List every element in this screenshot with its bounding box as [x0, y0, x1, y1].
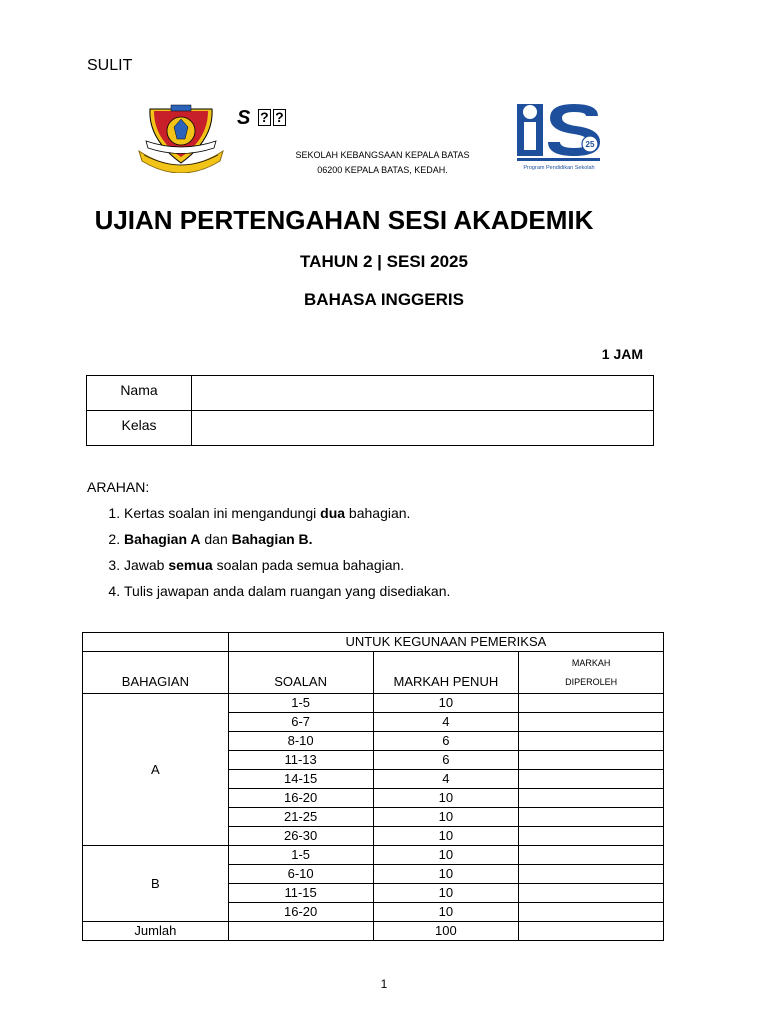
- marks-table-row: [83, 694, 664, 713]
- question-range-cell: 11-15: [228, 884, 373, 903]
- instruction-item: 4. Tulis jawapan anda dalam ruangan yang disediakan.: [124, 579, 450, 605]
- obtained-marks-field[interactable]: [519, 751, 664, 770]
- total-row: [83, 922, 664, 941]
- question-range-cell: 1-5: [228, 694, 373, 713]
- question-range-cell: 16-20: [228, 903, 373, 922]
- logo-s-mark: [237, 107, 286, 130]
- section-label: A: [83, 694, 229, 846]
- full-marks-cell: 4: [373, 713, 519, 732]
- school-address-text: 06200 KEPALA BATAS, KEDAH.: [317, 165, 448, 175]
- instruction-item: 3. Jawab semua soalan pada semua bahagian.: [124, 553, 450, 579]
- examiner-use-header: UNTUK KEGUNAAN PEMERIKSA: [228, 633, 663, 652]
- student-info-table: [86, 375, 654, 446]
- total-full-marks: 100: [373, 922, 519, 941]
- full-marks-cell: 6: [373, 732, 519, 751]
- obtained-marks-field[interactable]: [519, 694, 664, 713]
- obtained-marks-field[interactable]: [519, 770, 664, 789]
- question-range-cell: 11-13: [228, 751, 373, 770]
- obtained-marks-field[interactable]: [519, 865, 664, 884]
- obtained-marks-field[interactable]: [519, 732, 664, 751]
- instruction-item: 2. Bahagian A dan Bahagian B.: [124, 527, 450, 553]
- obtained-marks-field[interactable]: [519, 846, 664, 865]
- obtained-marks-field[interactable]: [519, 789, 664, 808]
- question-range-cell: 16-20: [228, 789, 373, 808]
- obtained-marks-field[interactable]: [519, 884, 664, 903]
- obtained-marks-field[interactable]: [519, 713, 664, 732]
- full-marks-cell: 10: [373, 903, 519, 922]
- program-logo: [514, 100, 604, 173]
- obtained-marks-field[interactable]: [519, 903, 664, 922]
- obtained-marks-field[interactable]: [519, 827, 664, 846]
- question-range-cell: 6-10: [228, 865, 373, 884]
- total-obtained-field[interactable]: [519, 922, 664, 941]
- empty-header-cell: [83, 633, 229, 652]
- class-label: Kelas: [87, 411, 192, 446]
- question-column-header: SOALAN: [228, 652, 373, 694]
- total-question-cell: [228, 922, 373, 941]
- name-field[interactable]: [192, 376, 654, 411]
- full-marks-cell: 4: [373, 770, 519, 789]
- obtained-header-line2: DIPEROLEH: [565, 676, 618, 687]
- obtained-marks-field[interactable]: [519, 808, 664, 827]
- marks-table-header-row: [83, 633, 664, 652]
- marks-table-column-row: [83, 652, 664, 694]
- full-marks-cell: 6: [373, 751, 519, 770]
- missing-glyph-box: ?: [273, 109, 286, 126]
- school-crest-logo: [136, 101, 226, 173]
- full-marks-cell: 10: [373, 827, 519, 846]
- marks-table: [82, 632, 664, 941]
- logo-s-letter: S: [237, 107, 251, 129]
- full-marks-cell: 10: [373, 808, 519, 827]
- section-label: B: [83, 846, 229, 922]
- classification-label: SULIT: [87, 57, 133, 74]
- subject-name: BAHASA INGGERIS: [304, 290, 464, 309]
- year-session: TAHUN 2 | SESI 2025: [300, 252, 468, 271]
- obtained-marks-column-header: [519, 652, 664, 694]
- question-range-cell: 21-25: [228, 808, 373, 827]
- full-marks-column-header: MARKAH PENUH: [373, 652, 519, 694]
- instructions-list: [105, 501, 450, 605]
- class-field[interactable]: [192, 411, 654, 446]
- question-range-cell: 8-10: [228, 732, 373, 751]
- program-logo-caption: Program Pendidikan Sekolah: [523, 165, 595, 171]
- page-number: 1: [380, 977, 388, 991]
- name-row: [87, 376, 654, 411]
- question-range-cell: 26-30: [228, 827, 373, 846]
- name-label: Nama: [87, 376, 192, 411]
- school-address: [250, 148, 515, 178]
- exam-title: UJIAN PERTENGAHAN SESI AKADEMIK: [94, 205, 594, 235]
- obtained-header-line1: MARKAH: [571, 657, 611, 668]
- total-label: Jumlah: [83, 922, 229, 941]
- exam-duration: 1 JAM: [601, 346, 643, 362]
- full-marks-cell: 10: [373, 789, 519, 808]
- class-row: [87, 411, 654, 446]
- svg-text:25: 25: [585, 140, 595, 149]
- instructions-heading: ARAHAN:: [87, 479, 150, 495]
- instruction-item: 1. Kertas soalan ini mengandungi dua bahagian.: [124, 501, 450, 527]
- section-column-header: BAHAGIAN: [83, 652, 229, 694]
- question-range-cell: 6-7: [228, 713, 373, 732]
- full-marks-cell: 10: [373, 865, 519, 884]
- question-range-cell: 14-15: [228, 770, 373, 789]
- full-marks-cell: 10: [373, 846, 519, 865]
- question-range-cell: 1-5: [228, 846, 373, 865]
- school-name-text: SEKOLAH KEBANGSAAN KEPALA BATAS: [295, 150, 470, 160]
- missing-glyph-box: ?: [258, 109, 271, 126]
- full-marks-cell: 10: [373, 884, 519, 903]
- full-marks-cell: 10: [373, 694, 519, 713]
- marks-table-row: [83, 846, 664, 865]
